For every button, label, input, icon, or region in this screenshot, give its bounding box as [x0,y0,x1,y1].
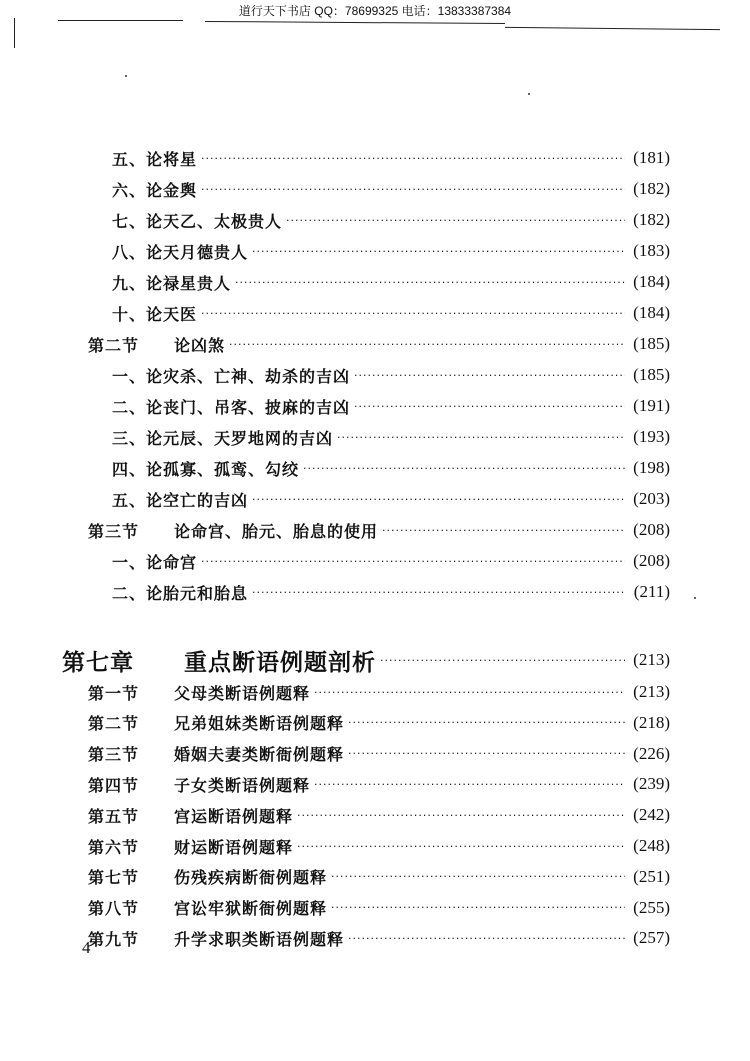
entry-label: 第八节 [88,899,140,919]
entry-title [62,644,376,677]
entry-text: 婚姻夫妻类断衙例题释 [174,745,345,765]
entry-page: (184) [633,303,670,322]
entry-label: 第四节 [88,775,140,795]
entry-title: 二、论丧门、吊客、披麻的吉凶 [112,397,351,417]
entry-title [88,519,378,542]
entry-page: (208) [633,551,670,570]
dot-leader [201,555,625,568]
toc-entry[interactable] [88,679,670,705]
entry-text: 父母类断语例题释 [174,683,311,703]
page-number: 4 [82,938,91,957]
dot-leader [252,245,625,258]
entry-label: 第五节 [88,806,140,826]
scan-speck [125,75,127,77]
entry-page: (185) [633,365,670,384]
entry-title [88,835,293,858]
entry-page: (203) [633,489,670,508]
toc-entry[interactable] [112,145,670,171]
entry-page: (218) [633,712,670,732]
left-edge [14,18,15,48]
entry-title [88,742,344,765]
toc-entry[interactable] [88,895,670,921]
top-rule [205,21,505,24]
entry-page: (198) [633,458,670,477]
entry-title: 六、论金舆 [112,180,198,200]
entry-text: 财运断语例题释 [174,837,294,857]
entry-label: 第九节 [88,929,140,949]
entry-label: 第一节 [88,683,140,703]
entry-page: (213) [633,682,670,701]
dot-leader [252,493,625,506]
entry-title [88,927,344,950]
entry-text: 宫运断语例题释 [174,806,294,826]
toc-entry[interactable] [112,579,670,605]
toc-entry[interactable] [62,647,670,676]
dot-leader [348,716,625,729]
dot-leader [331,901,625,914]
entry-page: (181) [633,148,670,167]
entry-title: 三、论元辰、天罗地网的吉凶 [112,428,334,448]
toc-entry[interactable] [88,864,670,890]
dot-leader [354,369,625,382]
toc-entry[interactable] [88,925,670,951]
toc-entry[interactable] [112,424,670,450]
entry-page: (193) [633,427,670,446]
entry-title [88,681,310,704]
dot-leader [297,840,625,853]
entry-text: 升学求职类断语例题释 [174,929,345,949]
toc-entry[interactable] [88,802,670,828]
dot-leader [382,524,625,537]
toc-entry[interactable] [88,710,670,736]
entry-label: 第二节 [88,335,140,355]
entry-label: 第六节 [88,837,140,857]
entry-page: (251) [633,866,670,886]
toc-entry[interactable] [112,362,670,388]
entry-title: 五、论将星 [112,149,198,169]
dot-leader [354,400,625,413]
entry-title: 一、论灾杀、亡神、劫杀的吉凶 [112,366,351,386]
toc-entry[interactable] [88,833,670,859]
dot-leader [314,778,625,791]
entry-title [88,865,327,888]
entry-title [88,333,225,356]
toc-entry[interactable] [112,486,670,512]
dot-leader [314,686,625,699]
toc-entry[interactable] [112,548,670,574]
scan-speck [528,93,530,95]
dot-leader [348,932,625,945]
entry-label: 第三节 [88,521,140,541]
entry-page: (182) [633,210,670,229]
entry-text: 重点断语例题剖析 [184,649,376,676]
toc-entry[interactable] [88,331,670,357]
entry-title [88,773,310,796]
dot-leader [297,809,625,822]
entry-title [88,711,344,734]
entry-title: 五、论空亡的吉凶 [112,490,249,510]
toc-entry[interactable] [112,176,670,202]
watermark-header: 道行天下书店 QQ：78699325 电话：13833387384 [238,4,512,18]
entry-page: (226) [633,743,670,763]
entry-title [88,896,327,919]
entry-label: 第二节 [88,714,140,734]
entry-title: 一、论命宫 [112,552,198,572]
top-rule [58,20,183,21]
entry-page: (191) [633,396,670,415]
dot-leader [201,307,625,320]
entry-page: (211) [633,582,670,601]
entry-text: 伤残疾病断衙例题释 [174,868,328,888]
entry-page: (255) [633,897,670,917]
dot-leader [348,747,625,760]
entry-page: (248) [633,836,670,855]
entry-text: 兄弟姐妹类断语例题释 [174,714,345,734]
toc-entry[interactable] [112,393,670,419]
entry-label: 第七节 [88,868,140,888]
entry-page: (213) [633,650,670,669]
dot-leader [229,338,625,351]
entry-title: 八、论天月德贵人 [112,242,249,262]
toc-entry[interactable] [112,269,670,295]
entry-page: (257) [633,928,670,948]
entry-page: (242) [633,805,670,825]
entry-page: (183) [633,241,670,260]
dot-leader [201,183,625,196]
entry-title [88,804,293,827]
entry-title: 七、论天乙、太极贵人 [112,211,283,231]
dot-leader [235,276,625,289]
entry-page: (185) [633,334,670,353]
dot-leader [380,654,625,667]
entry-text: 论命宫、胎元、胎息的使用 [174,521,379,541]
entry-page: (239) [633,774,670,794]
entry-title: 二、论胎元和胎息 [112,583,249,603]
toc-entry[interactable] [88,517,670,543]
toc-entry[interactable] [88,771,670,797]
entry-title: 九、论禄星贵人 [112,273,232,293]
dot-leader [201,152,625,165]
toc-entry[interactable] [112,238,670,264]
toc-entry[interactable] [112,207,670,233]
dot-leader [286,214,625,227]
entry-label: 第三节 [88,745,140,765]
entry-title: 十、论天医 [112,304,198,324]
entry-text: 论凶煞 [174,335,226,355]
top-rule [505,27,720,30]
entry-page: (208) [633,520,670,539]
entry-title: 四、论孤寡、孤鸾、勾绞 [112,459,300,479]
dot-leader [252,586,626,599]
scan-speck [694,597,696,599]
entry-text: 宫讼牢狱断衙例题释 [174,899,328,919]
dot-leader [331,870,625,883]
dot-leader [303,462,625,475]
toc-entry[interactable] [112,455,670,481]
toc-entry[interactable] [112,300,670,326]
dot-leader [337,431,625,444]
entry-page: (184) [633,272,670,291]
entry-page: (182) [633,179,670,198]
toc-entry[interactable] [88,741,670,767]
entry-text: 子女类断语例题释 [174,775,311,795]
entry-label: 第七章 [62,649,134,676]
